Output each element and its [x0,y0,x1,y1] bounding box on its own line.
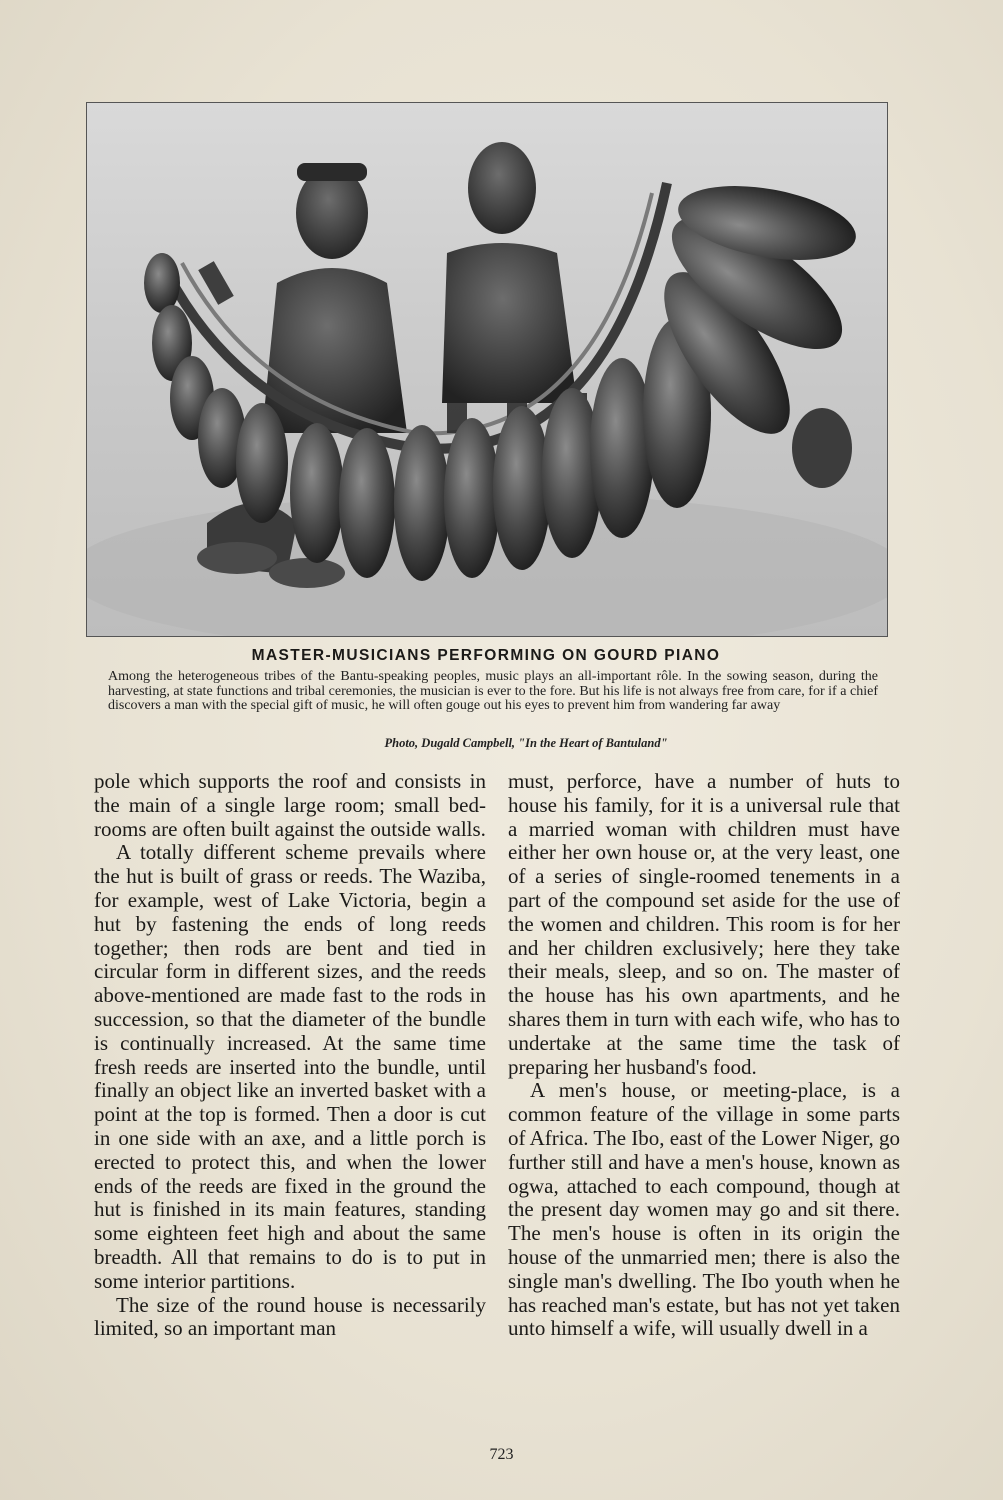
gourd-piano-illustration [87,103,887,636]
caption-credit: Photo, Dugald Campbell, "In the Heart of Bantuland" [384,736,668,750]
caption-title: MASTER-MUSICIANS PERFORMING ON GOURD PIANO [251,647,721,664]
left-paragraph-1: pole which supports the roof and consists in the main of a single large room; small bed-rooms are often built against the outside walls. [94,769,486,841]
left-paragraph-3: The size of the round house is necessarily limited, so an important man [94,1292,486,1341]
left-column [94,770,486,1341]
left-paragraph-2: A totally different scheme prevails where the hut is built of grass or reeds. The Waziba, for example, west of Lake Victoria, begin a hut by fastening the ends of long reeds together; then rods are bent and tied in circular form in different sizes, and the reeds above-mentioned are made fast to the rods in succession, so that the diameter of the bundle is continually increased. At the same time fresh reeds are inserted into the bundle, until finally an object like an inverted basket with a point at the top is formed. Then a door is cut in one side with an axe, and a little porch is erected to protect this, and when the lower ends of the reeds are fixed in the ground the hut is finished in its main features, standing some eighteen feet high and about the same breadth. All that remains to do is to put in some interior partitions. [94,840,486,1293]
page-number: 723 [489,1446,514,1463]
musicians-photo [86,102,888,637]
right-paragraph-2: A men's house, or meeting-place, is a common feature of the village in some parts of Africa. The Ibo, east of the Lower Niger, go further still and have a men's house, known as ogwa, attached to each compound, though at the present day women may go and sit there. The men's house is often in its origin the house of the unmarried men; there is also the single man's dwelling. The Ibo youth when he has reached man's estate, but has not yet taken unto himself a wife, will usually dwell in a [508,1078,900,1341]
right-column [508,770,900,1341]
right-paragraph-1: must, perforce, have a number of huts to house his family, for it is a universal rule that a married woman with children must have either her own house or, at the very least, one of a series of single-roomed tenements in a part of the compound set aside for the use of the women and children. This room is for her and her children exclusively; here they take their meals, sleep, and so on. The master of the house has his own apartments, and he shares them in turn with each wife, who has to undertake at the same time the task of preparing her husband's food. [508,769,900,1079]
caption-body: Among the heterogeneous tribes of the Bantu-speaking peoples, music plays an all-important rôle. In the sowing season, during the harvesting, at state functions and tribal ceremonies, the musician is ever to the fore. But his life is not always free from care, for if a chief discovers a man with the special gift of music, he will often gouge out his eyes to prevent him from wandering far away [108,669,878,714]
